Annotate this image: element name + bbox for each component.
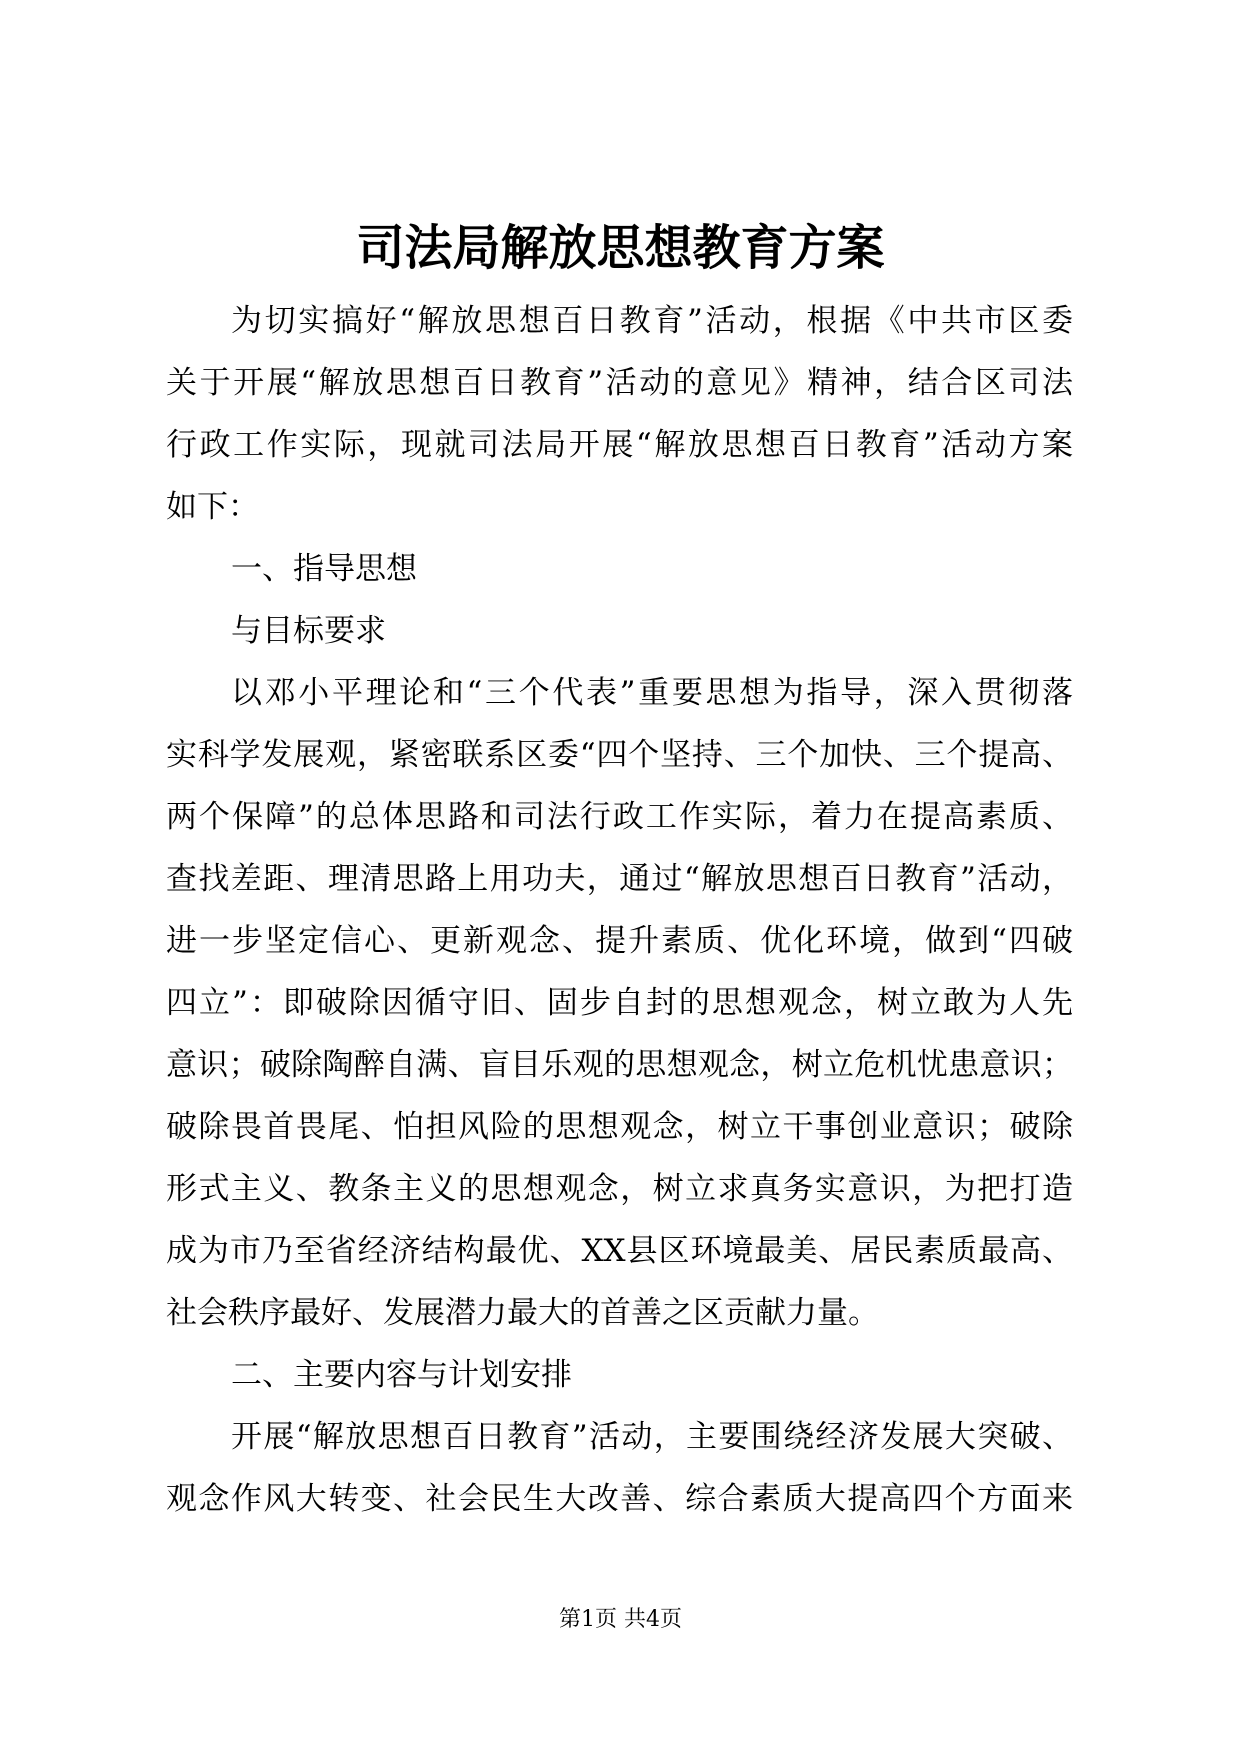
body-text-line: 两个保障”的总体思路和司法行政工作实际，着力在提高素质、 — [166, 799, 1073, 835]
body-text-line: 成为市乃至省经济结构最优、XX县区环境最美、居民素质最高、 — [166, 1233, 1073, 1269]
body-text-line: 形式主义、教条主义的思想观念，树立求真务实意识，为把打造 — [166, 1171, 1073, 1207]
page-footer: 第1页 共4页 — [559, 1607, 682, 1632]
body-text-line: 为切实搞好“解放思想百日教育”活动，根据《中共市区委 — [231, 303, 1073, 339]
document-title: 司法局解放思想教育方案 — [356, 220, 885, 276]
body-text-line: 行政工作实际，现就司法局开展“解放思想百日教育”活动方案 — [166, 427, 1073, 463]
body-text-line: 实科学发展观，紧密联系区委“四个坚持、三个加快、三个提高、 — [166, 737, 1073, 773]
body-text-line: 开展“解放思想百日教育”活动，主要围绕经济发展大突破、 — [231, 1419, 1073, 1455]
body-text-line: 关于开展“解放思想百日教育”活动的意见》精神，结合区司法 — [166, 365, 1073, 401]
body-text-line: 破除畏首畏尾、怕担风险的思想观念，树立干事创业意识；破除 — [166, 1109, 1073, 1145]
body-text-line: 查找差距、理清思路上用功夫，通过“解放思想百日教育”活动， — [166, 861, 1073, 897]
body-text-line: 与目标要求 — [231, 613, 386, 649]
body-text-line: 社会秩序最好、发展潜力最大的首善之区贡献力量。 — [166, 1295, 879, 1331]
body-text-line: 一、指导思想 — [231, 551, 417, 587]
body-text-line: 二、主要内容与计划安排 — [231, 1357, 572, 1393]
body-text-line: 意识；破除陶醉自满、盲目乐观的思想观念，树立危机忧患意识； — [166, 1047, 1073, 1083]
body-text-line: 以邓小平理论和“三个代表”重要思想为指导，深入贯彻落 — [231, 675, 1073, 711]
body-text-line: 观念作风大转变、社会民生大改善、综合素质大提高四个方面来 — [166, 1481, 1073, 1517]
document-body — [166, 290, 1073, 1530]
body-text-line: 如下： — [166, 489, 259, 525]
body-text-line: 四立”：即破除因循守旧、固步自封的思想观念，树立敢为人先 — [166, 985, 1073, 1021]
body-text-line: 进一步坚定信心、更新观念、提升素质、优化环境，做到“四破 — [166, 923, 1073, 959]
